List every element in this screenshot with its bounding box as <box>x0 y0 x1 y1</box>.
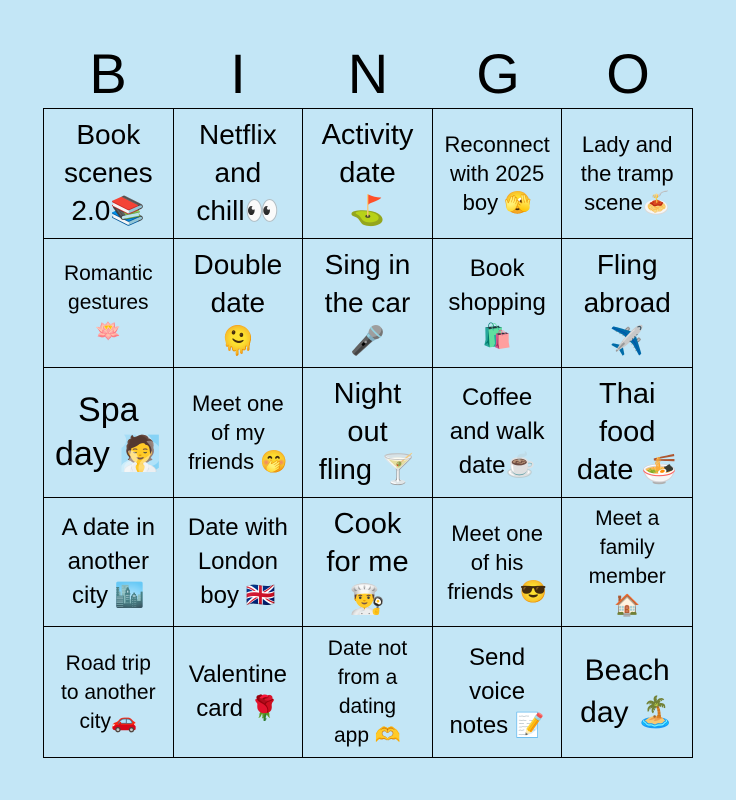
bingo-square-spa-day[interactable]: Spa day 🧖 <box>44 368 174 498</box>
bingo-square-double-date[interactable]: Double date 🫠 <box>174 239 304 369</box>
bingo-square-sing-in-car[interactable]: Sing in the car 🎤 <box>303 239 433 369</box>
bingo-square-meet-my-friends[interactable]: Meet one of my friends 🤭 <box>174 368 304 498</box>
bingo-square-meet-family-member[interactable]: Meet a family member 🏠 <box>562 498 692 628</box>
bingo-square-send-voice-notes[interactable]: Send voice notes 📝 <box>433 627 563 757</box>
bingo-square-london-boy[interactable]: Date with London boy 🇬🇧 <box>174 498 304 628</box>
bingo-square-coffee-and-walk[interactable]: Coffee and walk date☕ <box>433 368 563 498</box>
bingo-square-valentine-card[interactable]: Valentine card 🌹 <box>174 627 304 757</box>
bingo-square-lady-and-tramp-scene[interactable]: Lady and the tramp scene🍝 <box>562 109 692 239</box>
bingo-square-date-not-from-app[interactable]: Date not from a dating app 🫶 <box>303 627 433 757</box>
bingo-square-beach-day[interactable]: Beach day 🏝️ <box>580 654 675 730</box>
bingo-square-night-out-fling[interactable]: Night out fling 🍸 <box>303 368 433 498</box>
bingo-square-fling-abroad[interactable]: Fling abroad ✈️ <box>562 239 692 369</box>
header-letter-n: N <box>347 42 389 105</box>
bingo-square-road-trip[interactable]: Road trip to another city🚗 <box>44 627 174 757</box>
header-letter-o: O <box>606 42 650 105</box>
bingo-square-cook-for-me[interactable]: Cook for me 👨‍🍳 <box>303 498 433 628</box>
bingo-header <box>43 40 693 108</box>
bingo-square-date-in-another-city[interactable]: A date in another city 🏙️ <box>44 498 174 628</box>
header-letter-i: I <box>230 42 246 105</box>
bingo-square-netflix-and-chill[interactable]: Netflix and chill👀 <box>174 109 304 239</box>
bingo-square-meet-his-friends[interactable]: Meet one of his friends 😎 <box>433 498 563 628</box>
header-letter-b: B <box>89 42 127 105</box>
bingo-square-book-shopping[interactable]: Book shopping 🛍️ <box>433 239 563 369</box>
bingo-square-book-scenes[interactable]: Book scenes 2.0📚 <box>44 109 174 239</box>
bingo-square-activity-date[interactable]: Activity date ⛳ <box>303 109 433 239</box>
bingo-card-grid <box>43 108 693 758</box>
header-letter-g: G <box>476 42 520 105</box>
bingo-square-reconnect-2025-boy[interactable]: Reconnect with 2025 boy 🫣 <box>433 109 563 239</box>
bingo-square-romantic-gestures[interactable]: Romantic gestures 🪷 <box>44 239 174 369</box>
bingo-square-thai-food-date[interactable]: Thai food date 🍜 <box>562 368 692 498</box>
